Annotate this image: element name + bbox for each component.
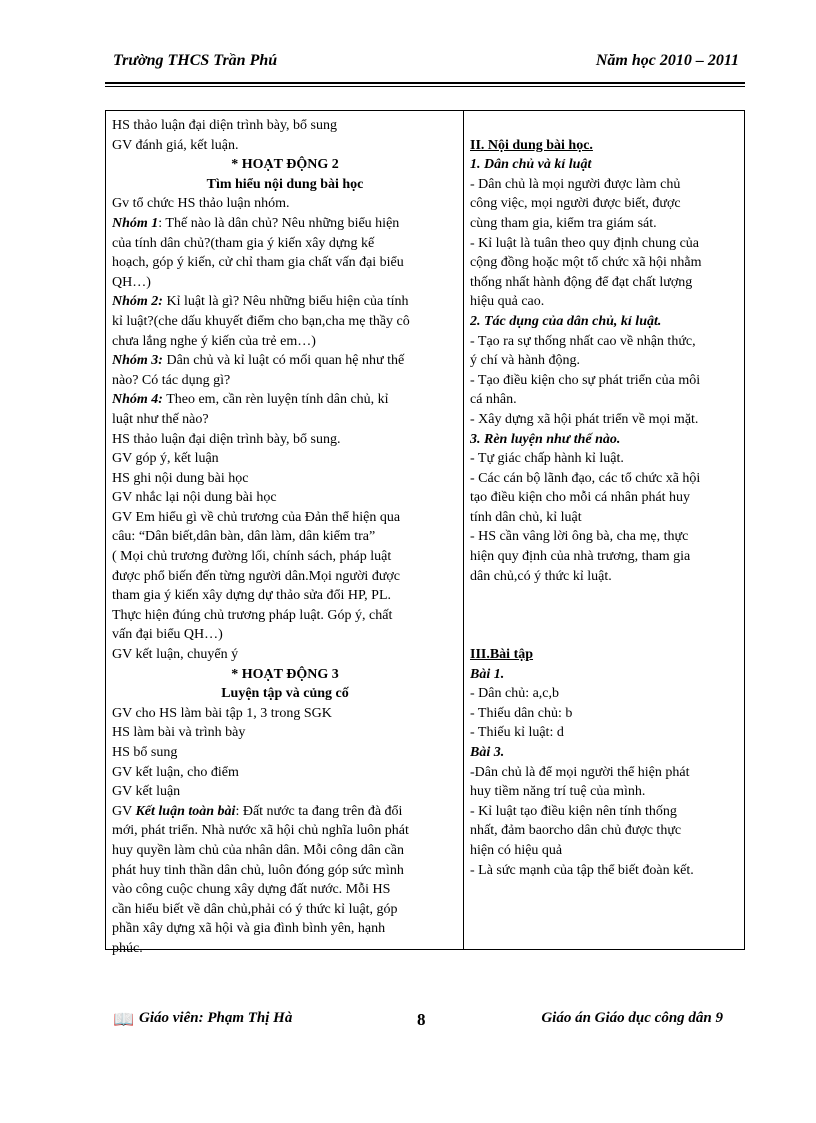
- subject-title: Giáo án Giáo dục công dân 9: [541, 1010, 723, 1026]
- right-line: tạo điều kiện cho mỗi cá nhân phát huy: [470, 490, 691, 506]
- page-footer: [105, 1008, 745, 1038]
- section-heading: II. Nội dung bài học.: [470, 137, 593, 153]
- right-line: - HS cần vâng lời ông bà, cha mẹ, thực: [470, 529, 689, 545]
- content-column: [470, 116, 738, 880]
- left-line: GV kết luận: [112, 784, 181, 800]
- right-line: - Là sức mạnh của tập thể biết đoàn kết.: [470, 862, 694, 878]
- left-line: HS thảo luận đại diện trình bày, bổ sung.: [112, 431, 341, 447]
- left-line: HS bổ sung: [112, 745, 178, 760]
- subsection-heading: 1. Dân chủ và kỉ luật: [470, 157, 592, 173]
- book-icon: 📖: [113, 1010, 135, 1029]
- group-label: Kết luận toàn bài: [135, 803, 236, 819]
- header-rule-thin: [105, 86, 745, 87]
- line-text: Theo em, cần rèn luyện tính dân chủ, kỉ: [162, 392, 389, 408]
- right-line: [470, 116, 738, 136]
- left-line: phúc.: [112, 940, 143, 956]
- left-line: được phổ biến đến từng người dân.Mọi người được: [112, 568, 401, 584]
- line-text: GV: [112, 803, 136, 819]
- activity-title: Tìm hiểu nội dung bài học: [206, 176, 364, 192]
- right-line: cùng tham gia, kiểm tra giám sát.: [470, 215, 657, 231]
- lesson-table: [105, 110, 745, 956]
- exercise-heading: Bài 1.: [470, 666, 505, 682]
- right-line: - Thiếu kỉ luật: d: [470, 725, 564, 741]
- left-line: phát huy tinh thần dân chủ, luôn đóng góp sức mình: [112, 862, 404, 878]
- section-heading: III.Bài tập: [470, 647, 534, 663]
- right-line: - Kỉ luật tạo điều kiện nên tính thống: [470, 803, 677, 819]
- left-line: GV Em hiểu gì về chủ trương của Đản thể hiện qua: [112, 509, 401, 525]
- right-line: cá nhân.: [470, 392, 517, 408]
- right-line: - Thiếu dân chủ: b: [470, 705, 573, 721]
- left-line: QH…): [112, 274, 151, 290]
- line-text: : Thế nào là dân chủ? Nêu những biểu hiện: [158, 215, 400, 231]
- left-line: vào công cuộc chung xây dựng đất nước. Mỗi HS: [112, 882, 391, 898]
- left-line: kỉ luật?(che dấu khuyết điểm cho bạn,cha mẹ thầy cô: [112, 313, 410, 329]
- page-number: 8: [417, 1010, 426, 1029]
- left-line: HS ghi nội dung bài học: [112, 470, 249, 486]
- left-line: cần hiểu biết về dân chủ,phải có ý thức kỉ luật, góp: [112, 901, 398, 917]
- activity-heading: * HOẠT ĐỘNG 3: [231, 666, 339, 682]
- line-text: Kỉ luật là gì? Nêu những biểu hiện của tính: [162, 294, 409, 310]
- right-line: - Xây dựng xã hội phát triển về mọi mặt.: [470, 411, 699, 427]
- left-line: hoạch, góp ý kiến, cử chỉ tham gia chất vấn đại biểu: [112, 255, 404, 271]
- left-line: huy quyền làm chủ của nhân dân. Mỗi công dân cần: [112, 842, 404, 858]
- left-line: GV nhắc lại nội dung bài học: [112, 490, 277, 506]
- group-label: Nhóm 3:: [112, 353, 163, 369]
- group-label: Nhóm 1: [112, 215, 159, 231]
- right-line: - Tạo điều kiện cho sự phát triển của môi: [470, 372, 701, 388]
- right-line: ý chí và hành động.: [470, 353, 581, 369]
- group-label: Nhóm 2:: [112, 294, 163, 310]
- left-line: Gv tổ chức HS thảo luận nhóm.: [112, 196, 290, 212]
- left-line: mới, phát triển. Nhà nước xã hội chủ nghĩa luôn phát: [112, 823, 409, 839]
- right-line: công việc, mọi người được biết, được: [470, 196, 681, 212]
- right-line: thống nhất hành động để đạt chất lượng: [470, 274, 693, 290]
- line-text: Dân chủ và kỉ luật có mối quan hệ như thế: [162, 353, 405, 369]
- exercise-heading: Bài 3.: [470, 745, 505, 761]
- activities-column: [112, 116, 458, 959]
- group-3-line: [112, 351, 458, 371]
- header-rule-thick: [105, 82, 745, 84]
- school-name: Trường THCS Trần Phú: [113, 52, 278, 69]
- right-line: - Dân chủ: a,c,b: [470, 686, 560, 702]
- left-line: GV kết luận, chuyển ý: [112, 647, 239, 663]
- left-line: câu: “Dân biết,dân bàn, dân làm, dân kiểm tra”: [112, 529, 376, 545]
- right-line: - Kỉ luật là tuân theo quy định chung của: [470, 235, 699, 251]
- school-year: Năm học 2010 – 2011: [595, 52, 739, 69]
- left-line: chưa lắng nghe ý kiến của trẻ em…): [112, 333, 316, 349]
- left-line: ( Mọi chủ trương đường lối, chính sách, pháp luật: [112, 549, 392, 565]
- activity-heading: * HOẠT ĐỘNG 2: [231, 157, 339, 173]
- left-line: nào? Có tác dụng gì?: [112, 372, 231, 388]
- right-line: -Dân chủ là để mọi người thể hiện phát: [470, 764, 690, 780]
- right-line: - Dân chủ là mọi người được làm chủ: [470, 176, 681, 192]
- right-line: nhất, đảm baorcho dân chủ được thực: [470, 823, 682, 839]
- page-header: [105, 50, 745, 80]
- left-line: GV đánh giá, kết luận.: [112, 137, 239, 153]
- group-1-line: [112, 214, 458, 234]
- group-4-line: [112, 390, 458, 410]
- left-line: phần xây dựng xã hội và gia đình bình yên, hạnh: [112, 921, 386, 937]
- subsection-heading: 3. Rèn luyện như thế nào.: [470, 431, 621, 447]
- right-line: dân chủ,có ý thức kỉ luật.: [470, 568, 612, 584]
- right-line: - Tạo ra sự thống nhất cao về nhận thức,: [470, 333, 696, 349]
- left-line: HS làm bài và trình bày: [112, 725, 246, 741]
- left-line: Thực hiện đúng chủ trương pháp luật. Góp ý, chất: [112, 607, 393, 623]
- left-line: của tính dân chủ?(tham gia ý kiến xây dựng kế: [112, 235, 375, 251]
- spacer: [470, 586, 738, 645]
- right-line: - Các cán bộ lãnh đạo, các tổ chức xã hội: [470, 470, 701, 486]
- left-line: GV kết luận, cho điểm: [112, 764, 239, 780]
- right-line: hiệu quả cao.: [470, 294, 545, 310]
- right-line: hiện có hiệu quả: [470, 842, 563, 858]
- right-line: huy tiềm năng trí tuệ của mình.: [470, 784, 646, 800]
- column-divider: [463, 111, 464, 949]
- left-line: vấn đại biểu QH…): [112, 627, 223, 643]
- right-line: - Tự giác chấp hành kỉ luật.: [470, 451, 624, 467]
- right-line: cộng đồng hoặc một tổ chức xã hội nhằm: [470, 255, 702, 271]
- left-line: GV góp ý, kết luận: [112, 451, 219, 467]
- activity-title: Luyện tập và củng cố: [221, 686, 349, 702]
- left-line: GV cho HS làm bài tập 1, 3 trong SGK: [112, 705, 332, 721]
- teacher-name: Giáo viên: Phạm Thị Hà: [139, 1010, 293, 1026]
- right-line: tính dân chủ, kỉ luật: [470, 509, 582, 525]
- right-line: hiện quy định của nhà trương, tham gia: [470, 549, 691, 565]
- left-line: tham gia ý kiến xây dựng dự thảo sửa đổi HP, PL.: [112, 588, 392, 604]
- group-label: Nhóm 4:: [112, 392, 163, 408]
- group-2-line: [112, 292, 458, 312]
- subsection-heading: 2. Tác dụng của dân chủ, kỉ luật.: [470, 313, 662, 329]
- left-line: HS thảo luận đại diện trình bày, bổ sung: [112, 118, 338, 133]
- left-line: luật như thế nào?: [112, 411, 209, 427]
- conclusion-line: [112, 802, 458, 822]
- line-text: : Đất nước ta đang trên đà đổi: [235, 803, 403, 819]
